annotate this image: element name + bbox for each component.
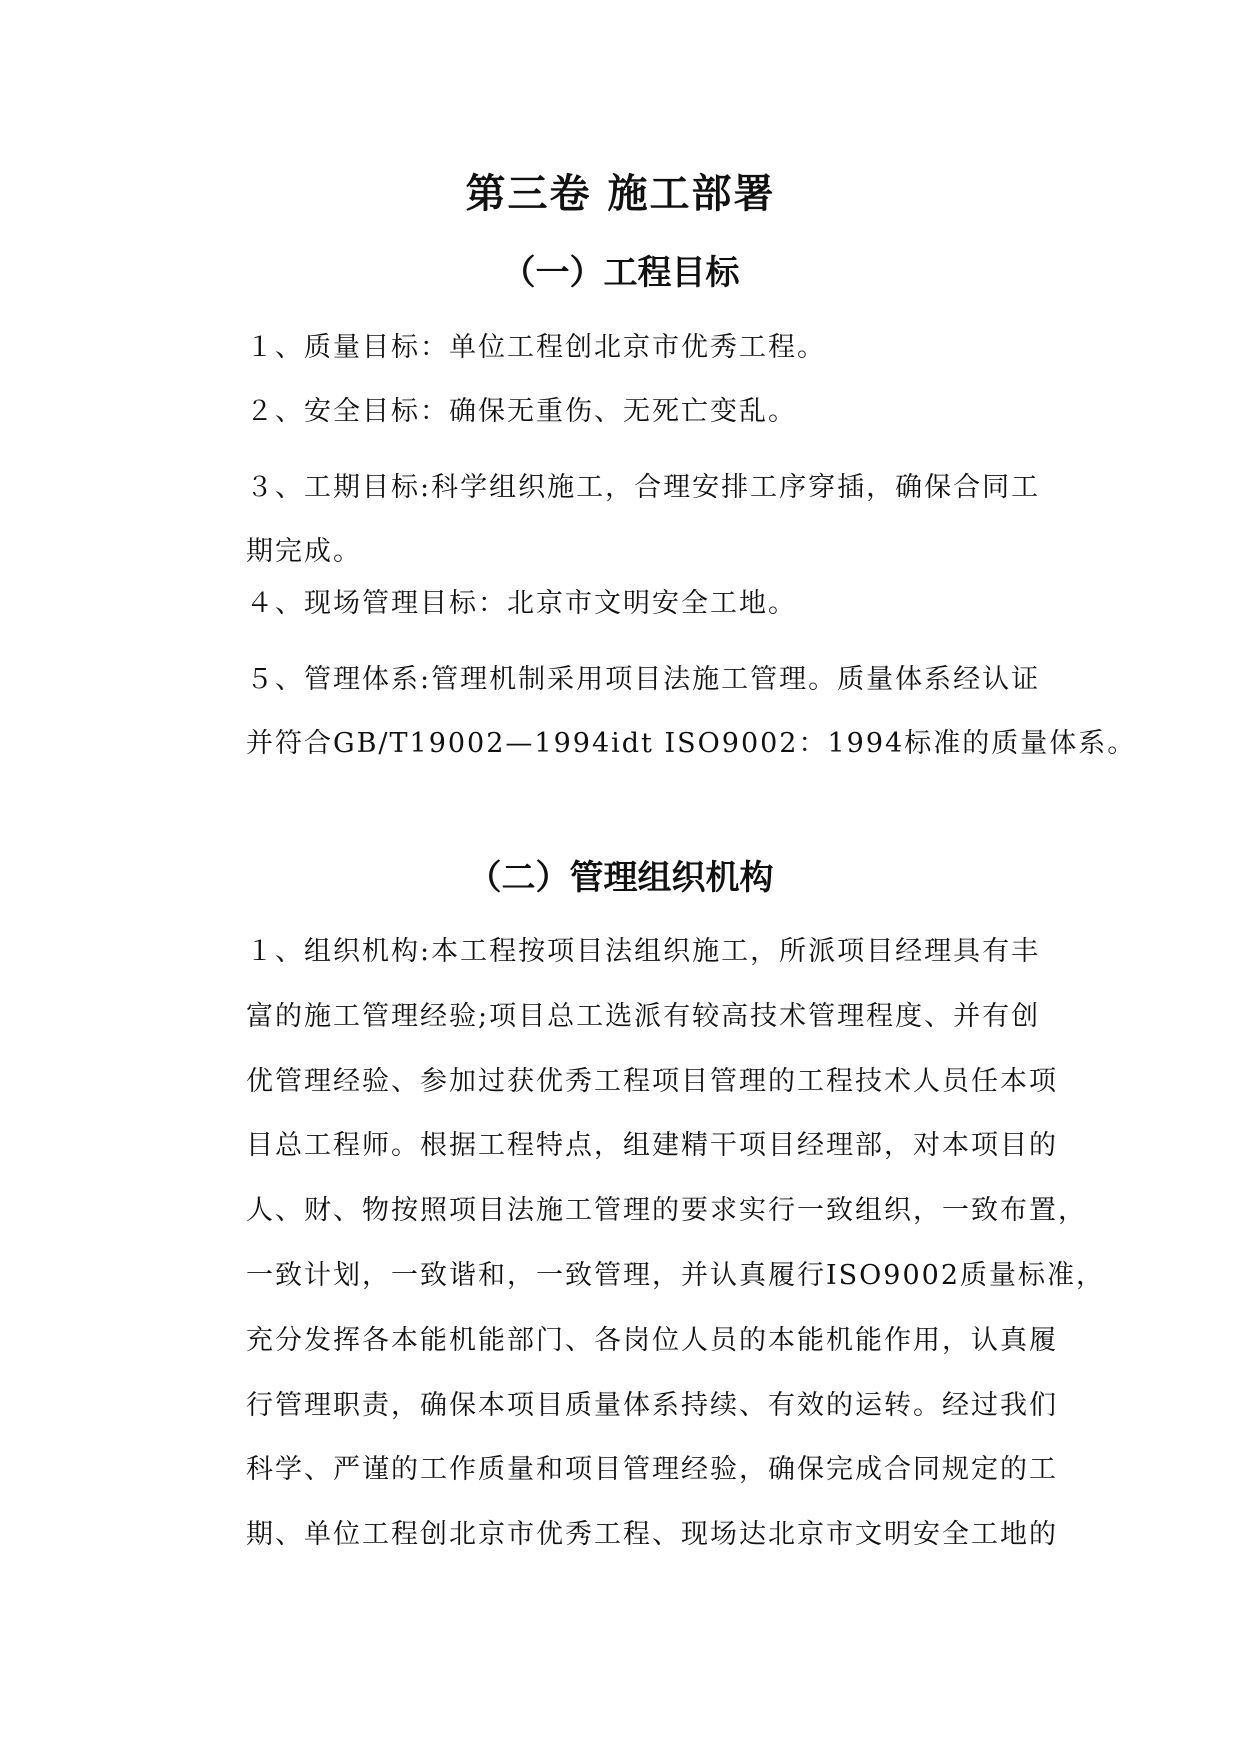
section-heading-management-organization: （二）管理组织机构 <box>467 858 774 898</box>
text-line: ４、现场管理目标：北京市文明安全工地。 <box>246 588 797 619</box>
text-line: １、组织机构:本工程按项目法组织施工，所派项目经理具有丰 <box>246 936 1041 967</box>
text-line: 目总工程师。根据工程特点，组建精干项目经理部，对本项目的 <box>246 1130 1058 1162</box>
text-line: ３、工期目标:科学组织施工，合理安排工序穿插，确保合同工 <box>246 472 1041 503</box>
organization-paragraph <box>246 920 1106 1568</box>
text-line: 优管理经验、参加过获优秀工程项目管理的工程技术人员任本项 <box>246 1065 1058 1097</box>
goal-item-management-system <box>246 648 1137 776</box>
text-line: 期、单位工程创北京市优秀工程、现场达北京市文明安全工地的 <box>246 1519 1058 1551</box>
text-line: 富的施工管理经验;项目总工选派有较高技术管理程度、并有创 <box>246 1000 1041 1032</box>
goal-item-site-management <box>246 584 1046 624</box>
page-title: 第三卷 施工部署 <box>465 171 776 217</box>
goal-item-safety <box>246 392 1046 432</box>
text-line: ５、管理体系:管理机制采用项目法施工管理。质量体系经认证 <box>246 664 1041 695</box>
section-heading-project-goals: （一）工程目标 <box>501 253 740 293</box>
text-line: 并符合GB/T19002—1994idt ISO9002：1994标准的质量体系。 <box>246 728 1137 759</box>
text-line: 期完成。 <box>246 536 362 567</box>
text-line: １、质量目标：单位工程创北京市优秀工程。 <box>246 332 826 363</box>
text-line: 科学、严谨的工作质量和项目管理经验，确保完成合同规定的工 <box>246 1454 1058 1486</box>
goal-item-schedule <box>246 456 1046 584</box>
text-line: 人、财、物按照项目法施工管理的要求实行一致组织，一致布置， <box>246 1195 1087 1227</box>
text-line: 一致计划，一致谐和，一致管理，并认真履行ISO9002质量标准， <box>246 1259 1106 1291</box>
goal-item-quality <box>246 328 1046 368</box>
text-line: 充分发挥各本能机能部门、各岗位人员的本能机能作用，认真履 <box>246 1324 1058 1356</box>
text-line: ２、安全目标：确保无重伤、无死亡变乱。 <box>246 396 797 427</box>
text-line: 行管理职责，确保本项目质量体系持续、有效的运转。经过我们 <box>246 1389 1058 1421</box>
